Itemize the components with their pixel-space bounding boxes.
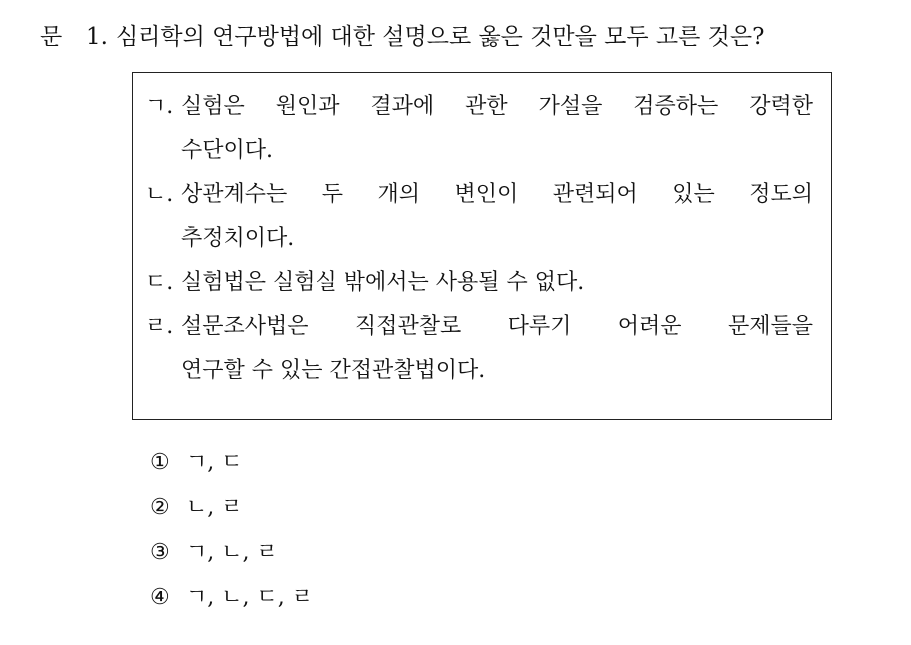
statement-line: 설문조사법은 직접관찰로 다루기 어려운 문제들을 bbox=[181, 314, 813, 339]
statement-item bbox=[145, 85, 813, 173]
statement-line: 추정치이다. bbox=[181, 226, 295, 251]
option-text: ㄱ, ㄷ bbox=[186, 450, 243, 475]
statement-label: ㄷ. bbox=[145, 270, 174, 295]
statement-label: ㄱ. bbox=[145, 94, 174, 119]
statement-line: 수단이다. bbox=[181, 138, 274, 163]
question-number: 1. bbox=[86, 24, 108, 50]
question-prefix: 문 bbox=[40, 24, 63, 50]
option-text: ㄱ, ㄴ, ㄹ bbox=[186, 540, 278, 565]
answer-options bbox=[150, 440, 313, 620]
answer-option-2[interactable] bbox=[150, 485, 313, 530]
statement-line: 실험법은 실험실 밖에서는 사용될 수 없다. bbox=[181, 270, 585, 295]
statement-line: 상관계수는 두 개의 변인이 관련되어 있는 정도의 bbox=[181, 182, 813, 207]
statement-text bbox=[181, 85, 813, 173]
answer-option-1[interactable] bbox=[150, 440, 313, 485]
statement-item bbox=[145, 173, 813, 261]
answer-option-4[interactable] bbox=[150, 575, 313, 620]
statement-line: 실험은 원인과 결과에 관한 가설을 검증하는 강력한 bbox=[181, 94, 813, 119]
option-mark: ① bbox=[150, 450, 170, 475]
statement-item bbox=[145, 305, 813, 393]
option-text: ㄱ, ㄴ, ㄷ, ㄹ bbox=[186, 585, 313, 610]
question-stem bbox=[40, 20, 764, 54]
statement-label: ㄴ. bbox=[145, 182, 174, 207]
statement-line: 연구할 수 있는 간접관찰법이다. bbox=[181, 358, 486, 383]
option-text: ㄴ, ㄹ bbox=[186, 495, 243, 520]
option-mark: ③ bbox=[150, 540, 170, 565]
answer-option-3[interactable] bbox=[150, 530, 313, 575]
statement-label: ㄹ. bbox=[145, 314, 174, 339]
option-mark: ② bbox=[150, 495, 170, 520]
option-mark: ④ bbox=[150, 585, 170, 610]
statement-text bbox=[181, 261, 813, 305]
question-text: 심리학의 연구방법에 대한 설명으로 옳은 것만을 모두 고른 것은? bbox=[115, 24, 765, 50]
statement-text bbox=[181, 173, 813, 261]
statement-text bbox=[181, 305, 813, 393]
statement-item bbox=[145, 261, 813, 305]
statements-box bbox=[132, 72, 832, 420]
